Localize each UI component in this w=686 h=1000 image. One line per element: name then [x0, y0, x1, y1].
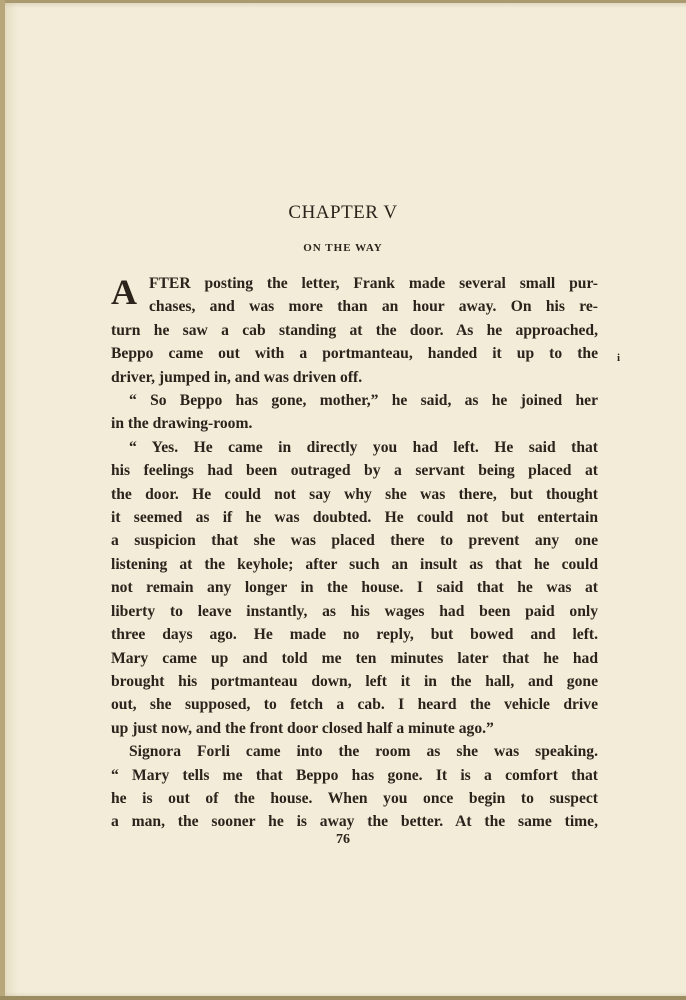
text-line: the door. He could not say why she was there, but thought	[111, 485, 598, 503]
text-line: listening at the keyhole; after such an insult as that he could	[111, 555, 598, 573]
text-line: liberty to leave instantly, as his wages had been paid only	[111, 602, 598, 620]
text-line: a suspicion that she was placed there to prevent any one	[111, 532, 598, 550]
text-line: in the drawing-room.	[111, 415, 253, 433]
text-line: a man, the sooner he is away the better. At the same time,	[111, 813, 598, 831]
text-line: Beppo came out with a portmanteau, handed it up to the	[111, 345, 598, 363]
text-line: up just now, and the front door closed half a minute ago.”	[111, 719, 494, 737]
text-line: brought his portmanteau down, left it in the hall, and gone	[111, 672, 598, 690]
page-number: 76	[336, 832, 350, 847]
text-line: “ Yes. He came in directly you had left. He said that	[129, 438, 598, 456]
text-line: turn he saw a cab standing at the door. As he approached,	[111, 321, 598, 339]
text-line: “ So Beppo has gone, mother,” he said, as he joined her	[129, 392, 598, 410]
text-line: not remain any longer in the house. I said that he was at	[111, 579, 598, 597]
drop-cap: A	[111, 272, 137, 312]
text-line: it seemed as if he was doubted. He could not but entertain	[111, 509, 598, 527]
margin-mark: i	[617, 352, 621, 364]
text-line: Mary came up and told me ten minutes later that he had	[111, 649, 598, 667]
text-line: FTER posting the letter, Frank made several small pur-	[149, 275, 598, 292]
chapter-subtitle: ON THE WAY	[303, 242, 383, 254]
page-left-edge	[0, 0, 5, 1000]
chapter-title: CHAPTER V	[288, 202, 398, 223]
body-text	[111, 272, 598, 834]
text-line: he is out of the house. When you once begin to suspect	[111, 789, 598, 807]
text-line: chases, and was more than an hour away. On his re-	[149, 298, 598, 316]
page-top-edge	[0, 0, 686, 3]
page-bottom-edge	[0, 996, 686, 1000]
text-line: out, she supposed, to fetch a cab. I heard the vehicle drive	[111, 696, 598, 714]
text-line: “ Mary tells me that Beppo has gone. It is a comfort that	[111, 766, 598, 784]
text-line: Signora Forli came into the room as she was speaking.	[129, 743, 598, 761]
text-line: his feelings had been outraged by a servant being placed at	[111, 462, 598, 480]
text-line: three days ago. He made no reply, but bowed and left.	[111, 626, 598, 644]
text-line: driver, jumped in, and was driven off.	[111, 368, 363, 386]
